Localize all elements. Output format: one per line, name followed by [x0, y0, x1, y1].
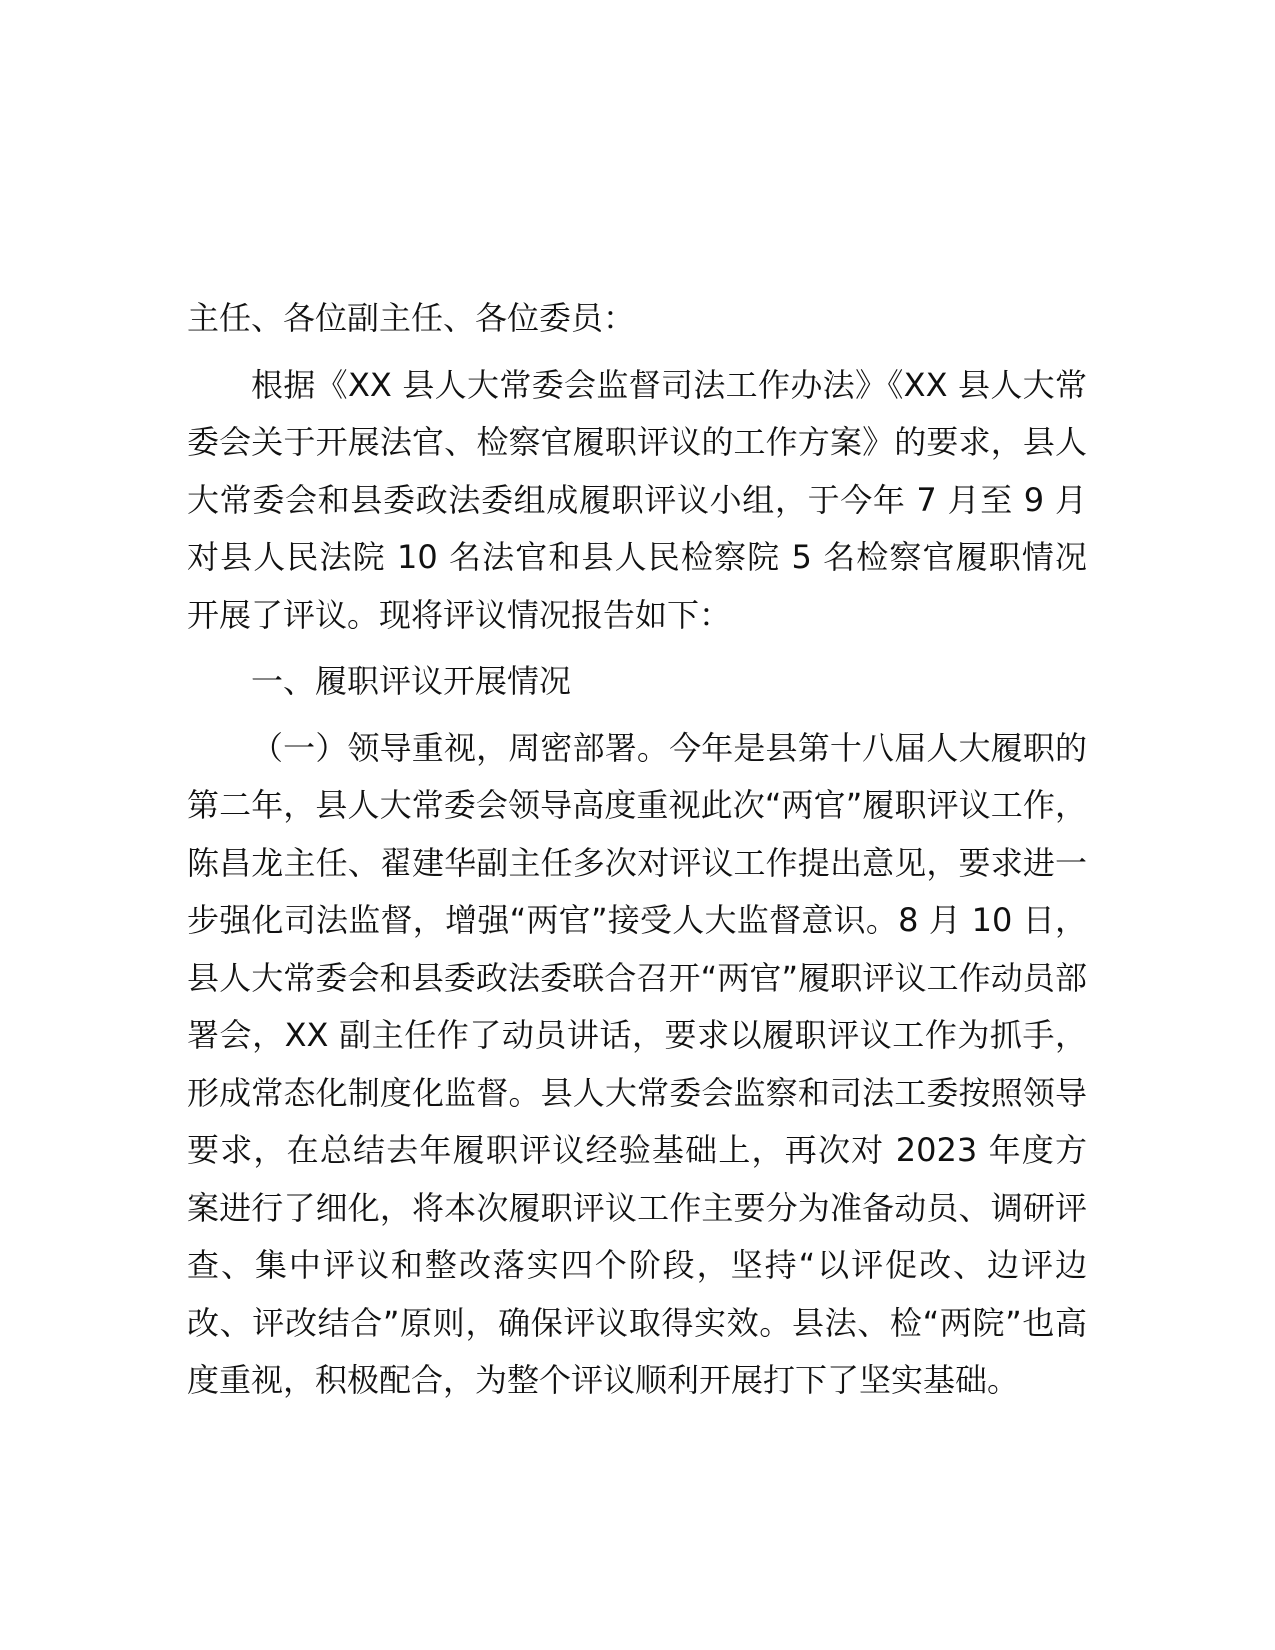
- document-body: [187, 290, 1087, 1410]
- salutation: 主任、各位副主任、各位委员：: [187, 299, 636, 337]
- intro-paragraph: 根据《XX 县人大常委会监督司法工作办法》《XX 县人大常委会关于开展法官、检察官履职评议的工作方案》的要求，县人大常委会和县委政法委组成履职评议小组，于今年 7 月至 9 月对县人民法院 10 名法官和县人民检察院 5 名检察官履职情况开展了评议。现将评议情况报告如下：: [187, 365, 1087, 634]
- subsection-paragraph: （一）领导重视，周密部署。今年是县第十八届人大履职的第二年，县人大常委会领导高度重视此次“两官”履职评议工作，陈昌龙主任、翟建华副主任多次对评议工作提出意见，要求进一步强化司法监督，增强“两官”接受人大监督意识。8 月 10 日，县人大常委会和县委政法委联合召开“两官”履职评议工作动员部署会，XX 副主任作了动员讲话，要求以履职评议工作为抓手，形成常态化制度化监督。县人大常委会监察和司法工委按照领导要求，在总结去年履职评议经验基础上，再次对 2023 年度方案进行了细化，将本次履职评议工作主要分为准备动员、调研评查、集中评议和整改落实四个阶段，坚持“以评促改、边评边改、评改结合”原则，确保评议取得实效。县法、检“两院”也高度重视，积极配合，为整个评议顺利开展打下了坚实基础。: [187, 728, 1087, 1399]
- section-heading: 一、履职评议开展情况: [251, 662, 572, 700]
